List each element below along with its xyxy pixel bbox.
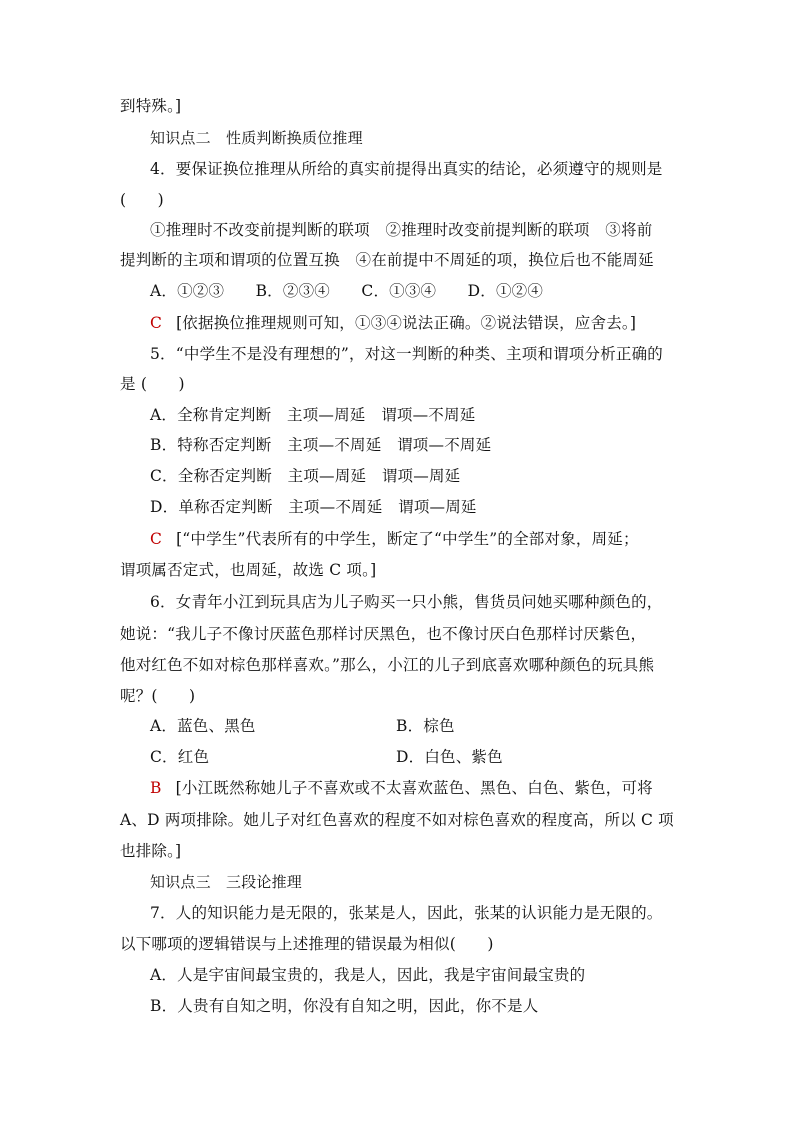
question-6-stem: 6．女青年小江到玩具店为儿子购买一只小熊，售货员问她买哪种颜色的， [150, 593, 663, 611]
section-heading-2: 知识点二 性质判断换质位推理 [150, 129, 363, 147]
answer-5-letter: C [150, 530, 163, 548]
answer-5-explanation: [“中学生”代表所有的中学生，断定了“中学生”的全部对象，周延； [176, 530, 639, 548]
answer-4-explanation: [依据换位推理规则可知，①③④说法正确。②说法错误，应舍去。] [176, 314, 637, 332]
answer-5 [150, 529, 639, 549]
answer-6-letter: B [150, 779, 162, 797]
question-7-stem: 7．人的知识能力是无限的，张某是人，因此，张某的认识能力是无限的。 [150, 904, 663, 922]
question-5-option-a: A．全称肯定判断 主项—周延 谓项—不周延 [150, 406, 476, 424]
question-6-stem-4: 呢？( ) [120, 687, 196, 705]
question-5-stem-cont: 是 ( ) [120, 375, 185, 393]
question-6-stem-3: 他对红色不如对棕色那样喜欢。”那么，小江的儿子到底喜欢哪种颜色的玩具熊 [120, 656, 655, 674]
question-5-option-b: B．特称否定判断 主项—不周延 谓项—不周延 [150, 436, 492, 454]
question-7-option-b: B．人贵有自知之明，你没有自知之明，因此，你不是人 [150, 997, 539, 1015]
question-5-option-c: C．全称否定判断 主项—周延 谓项—周延 [150, 467, 461, 485]
question-4-statements-cont: 提判断的主项和谓项的位置互换 ④在前提中不周延的项，换位后也不能周延 [120, 251, 654, 269]
question-6-option-c: C．红色 [150, 748, 210, 766]
question-5-stem: 5．“中学生不是没有理想的”，对这一判断的种类、主项和谓项分析正确的 [150, 345, 664, 363]
answer-6-explanation: [小江既然称她儿子不喜欢或不太喜欢蓝色、黑色、白色、紫色，可将 [175, 779, 653, 797]
answer-4-letter: C [150, 314, 163, 332]
question-4-stem: 4．要保证换位推理从所给的真实前提得出真实的结论，必须遵守的规则是 [150, 160, 663, 178]
question-7-option-a: A．人是宇宙间最宝贵的，我是人，因此，我是宇宙间最宝贵的 [150, 966, 586, 984]
continuation-line: 到特殊。] [120, 97, 182, 115]
section-heading-3: 知识点三 三段论推理 [150, 873, 303, 891]
question-6-stem-2: 她说：“我儿子不像讨厌蓝色那样讨厌黑色，也不像讨厌白色那样讨厌紫色， [120, 625, 647, 643]
answer-6 [150, 778, 653, 798]
question-6-option-b: B．棕色 [396, 717, 455, 735]
answer-6-explanation-3: 也排除。] [120, 842, 182, 860]
question-7-stem-cont: 以下哪项的逻辑错误与上述推理的错误最为相似( ) [120, 935, 494, 953]
answer-4 [150, 313, 636, 333]
answer-5-explanation-cont: 谓项属否定式，也周延，故选 C 项。] [120, 561, 377, 579]
question-6-option-a: A．蓝色、黑色 [150, 717, 256, 735]
question-4-statements: ①推理时不改变前提判断的联项 ②推理时改变前提判断的联项 ③将前 [150, 221, 653, 239]
question-4-options: A．①②③ B．②③④ C．①③④ D．①②④ [150, 282, 544, 300]
answer-6-explanation-2: A、D 两项排除。她儿子对红色喜欢的程度不如对棕色喜欢的程度高，所以 C 项 [120, 811, 674, 829]
question-6-option-d: D．白色、紫色 [396, 748, 503, 766]
question-4-bracket: ( ) [120, 191, 164, 209]
question-5-option-d: D．单称否定判断 主项—不周延 谓项—周延 [150, 498, 477, 516]
